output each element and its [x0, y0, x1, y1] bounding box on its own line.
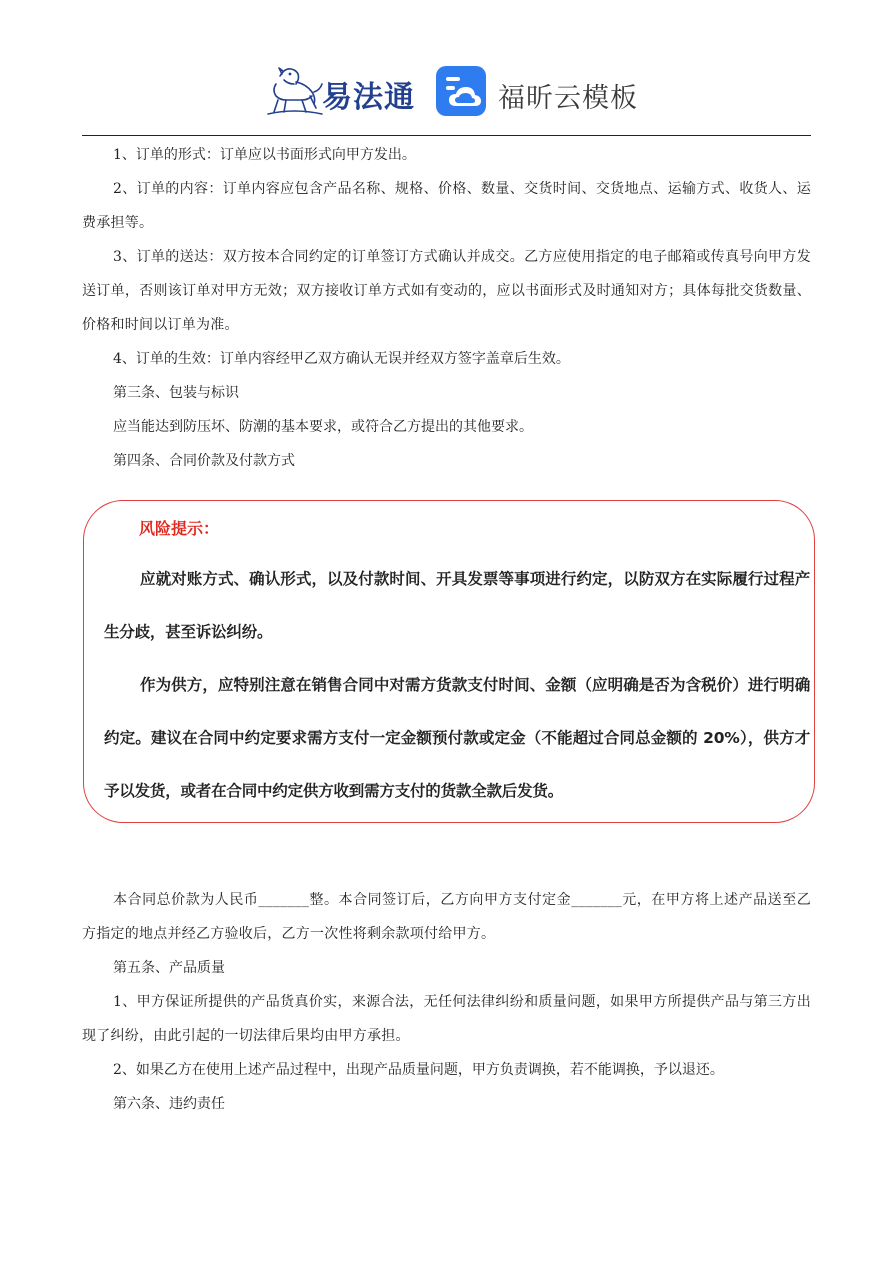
- total-price-clause: 本合同总价款为人民币_______整。本合同签订后，乙方向甲方支付定金_______元，在甲方将上述产品送至乙方指定的地点并经乙方验收后，乙方一次性将剩余款项付给甲方。: [82, 892, 811, 942]
- risk-warning-box: [83, 500, 815, 823]
- yifatong-logo: [262, 62, 414, 118]
- clause-order-form: 1、订单的形式：订单应以书面形式向甲方发出。: [113, 147, 416, 163]
- risk-warning-paragraph: 作为供方，应特别注意在销售合同中对需方货款支付时间、金额（应明确是否为含税价）进行明确约定。建议在合同中约定要求需方支付一定金额预付款或定金（不能超过合同总金额的 20%），供方才予以发货，或者在合同中约定供方收到需方支付的货款全款后发货。: [104, 676, 810, 800]
- article-6-heading: 第六条、违约责任: [113, 1096, 225, 1112]
- risk-warning-body: [104, 553, 810, 818]
- quality-guarantee-clause: 1、甲方保证所提供的产品货真价实，来源合法，无任何法律纠纷和质量问题，如果甲方所提供产品与第三方出现了纠纷，由此引起的一切法律后果均由甲方承担。: [82, 994, 811, 1044]
- clause-order-content: 2、订单的内容：订单内容应包含产品名称、规格、价格、数量、交货时间、交货地点、运输方式、收货人、运费承担等。: [82, 181, 811, 231]
- horse-emblem-icon: [262, 62, 324, 118]
- clause-section-top: [82, 138, 811, 478]
- foxit-cloud-template-text: 福昕云模板: [498, 83, 638, 114]
- foxit-cloud-template-logo: [436, 66, 636, 116]
- clause-order-effect: 4、订单的生效：订单内容经甲乙双方确认无误并经双方签字盖章后生效。: [113, 351, 570, 367]
- quality-exchange-clause: 2、如果乙方在使用上述产品过程中，出现产品质量问题，甲方负责调换，若不能调换，予以退还。: [113, 1062, 724, 1078]
- article-3-heading: 第三条、包装与标识: [113, 385, 239, 401]
- risk-warning-paragraph: 应就对账方式、确认形式，以及付款时间、开具发票等事项进行约定，以防双方在实际履行过程产生分歧，甚至诉讼纠纷。: [104, 570, 810, 641]
- risk-warning-title: 风险提示：: [139, 519, 220, 538]
- packaging-requirement: 应当能达到防压坏、防潮的基本要求，或符合乙方提出的其他要求。: [113, 419, 533, 435]
- clause-section-bottom: [82, 883, 811, 1121]
- clause-order-delivery: 3、订单的送达：双方按本合同约定的订单签订方式确认并成交。乙方应使用指定的电子邮箱或传真号向甲方发送订单，否则该订单对甲方无效；双方接收订单方式如有变动的，应以书面形式及时通知对方；具体每批交货数量、价格和时间以订单为准。: [82, 249, 811, 333]
- foxit-cloud-icon: [436, 66, 486, 116]
- page-header: [0, 58, 893, 122]
- yifatong-logo-text: 易法通: [322, 80, 415, 115]
- header-divider: [82, 135, 811, 136]
- article-5-heading: 第五条、产品质量: [113, 960, 225, 976]
- article-4-heading: 第四条、合同价款及付款方式: [113, 453, 295, 469]
